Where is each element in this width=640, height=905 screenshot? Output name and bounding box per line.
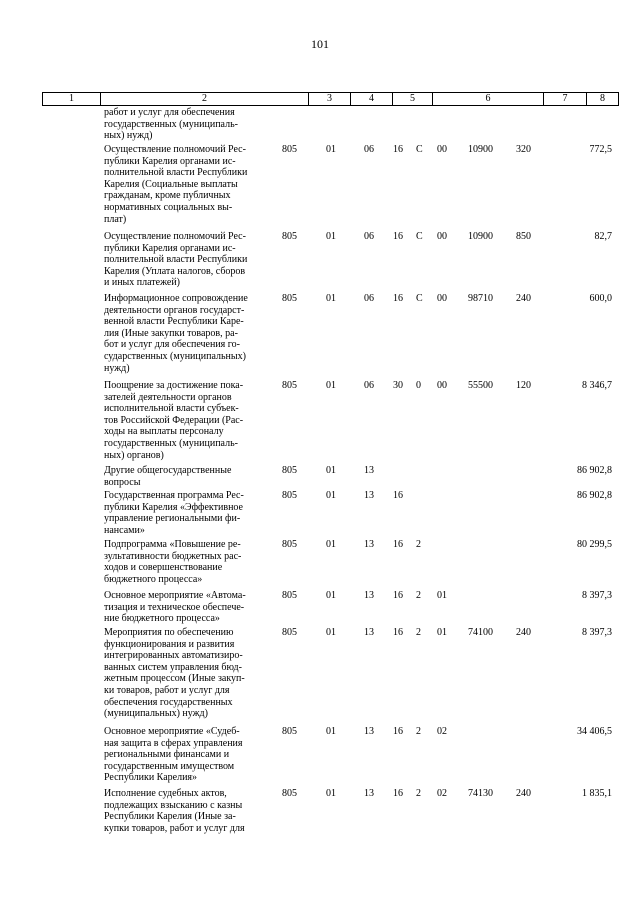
header-col-4: 4 [351,93,393,105]
row-col-3: 805 [282,726,297,737]
row-col-5: 13 [364,490,374,501]
row-col-6-event: 01 [437,590,447,601]
row-amount: 600,0 [589,293,612,304]
row-col-6-program: 16 [393,144,403,155]
row-col-6-program: 16 [393,293,403,304]
row-description: Мероприятия по обеспечению функционирования и развития интегрированных автоматизиро- ванных систем управления бюд- жетным процессом (Иные закуп- ки товаров, работ и услуг для обеспечения государственных (муниципальных) нужд) [104,627,245,720]
row-col-6-event: 00 [437,231,447,242]
row-col-6-event: 01 [437,627,447,638]
row-col-4: 01 [326,144,336,155]
row-col-3: 805 [282,490,297,501]
row-col-5: 06 [364,380,374,391]
row-col-5: 13 [364,539,374,550]
row-description: работ и услуг для обеспечения государственных (муниципаль- ных) нужд) [104,107,238,142]
row-col-6-subprogram: С [416,293,423,304]
header-col-5: 5 [393,93,433,105]
row-col-5: 06 [364,293,374,304]
row-col-6-program: 16 [393,539,403,550]
row-col-4: 01 [326,627,336,638]
row-col-5: 06 [364,231,374,242]
row-amount: 86 902,8 [577,465,612,476]
row-col-3: 805 [282,590,297,601]
row-amount: 1 835,1 [582,788,612,799]
row-col-5: 13 [364,726,374,737]
row-col-3: 805 [282,788,297,799]
row-amount: 772,5 [589,144,612,155]
row-description: Другие общегосударственные вопросы [104,465,232,488]
header-col-1: 1 [43,93,101,105]
row-col-7: 240 [516,627,531,638]
row-col-6-direction: 98710 [468,293,493,304]
row-col-4: 01 [326,293,336,304]
header-col-2: 2 [101,93,309,105]
row-col-6-program: 16 [393,490,403,501]
row-col-6-subprogram: 0 [416,380,421,391]
row-col-6-subprogram: 2 [416,590,421,601]
row-col-5: 13 [364,465,374,476]
row-amount: 80 299,5 [577,539,612,550]
header-col-8: 8 [600,93,605,104]
row-col-4: 01 [326,465,336,476]
row-amount: 34 406,5 [577,726,612,737]
row-col-6-program: 16 [393,627,403,638]
row-col-4: 01 [326,380,336,391]
row-col-5: 13 [364,627,374,638]
row-col-6-event: 00 [437,293,447,304]
row-col-4: 01 [326,490,336,501]
row-description: Информационное сопровождение деятельности органов государст- венной власти Республики Каре- лия (Иные закупки товаров, ра- бот и услуг для обеспечения го- сударственных (муниципальных) нужд) [104,293,248,374]
row-col-6-direction: 74130 [468,788,493,799]
row-col-5: 13 [364,788,374,799]
row-amount: 86 902,8 [577,490,612,501]
row-col-6-program: 16 [393,726,403,737]
row-amount: 8 397,3 [582,627,612,638]
row-col-6-event: 02 [437,788,447,799]
row-description: Государственная программа Рес- публики Карелия «Эффективное управление региональными фи- нансами» [104,490,244,536]
row-col-5: 13 [364,590,374,601]
row-description: Подпрограмма «Повышение ре- зультативности бюджетных рас- ходов и совершенствование бюджетного процесса» [104,539,242,585]
row-col-6-direction: 10900 [468,231,493,242]
row-col-7: 850 [516,231,531,242]
header-col-3: 3 [309,93,351,105]
row-description: Осуществление полномочий Рес- публики Карелия органами ис- полнительной власти Республики Карелия (Уплата налогов, сборов и иных платежей) [104,231,248,289]
row-col-6-program: 16 [393,231,403,242]
row-description: Осуществление полномочий Рес- публики Карелия органами ис- полнительной власти Республики Карелия (Социальные выплаты гражданам, кроме публичных нормативных социальных вы- плат) [104,144,248,225]
row-col-3: 805 [282,465,297,476]
row-col-3: 805 [282,231,297,242]
row-col-6-direction: 10900 [468,144,493,155]
row-col-5: 06 [364,144,374,155]
row-col-6-program: 16 [393,788,403,799]
row-description: Основное мероприятие «Судеб- ная защита в сферах управления региональными финансами и государственным имуществом Республики Карелия» [104,726,243,784]
row-col-4: 01 [326,539,336,550]
row-amount: 8 397,3 [582,590,612,601]
row-description: Исполнение судебных актов, подлежащих взысканию с казны Республики Карелия (Иные за- купки товаров, работ и услуг для [104,788,245,834]
row-col-6-event: 00 [437,380,447,391]
row-col-4: 01 [326,231,336,242]
row-col-6-subprogram: С [416,144,423,155]
row-col-6-direction: 74100 [468,627,493,638]
row-col-6-event: 00 [437,144,447,155]
row-col-6-subprogram: 2 [416,788,421,799]
row-col-6-subprogram: 2 [416,539,421,550]
row-col-4: 01 [326,788,336,799]
table-header [42,92,619,106]
row-description: Основное мероприятие «Автома- тизация и техническое обеспече- ние бюджетного процесса» [104,590,246,625]
row-col-3: 805 [282,627,297,638]
row-col-6-program: 16 [393,590,403,601]
row-col-7: 240 [516,788,531,799]
row-col-6-subprogram: 2 [416,627,421,638]
row-col-3: 805 [282,144,297,155]
header-col-7: 7 [544,93,587,105]
row-col-7: 120 [516,380,531,391]
row-col-3: 805 [282,539,297,550]
row-description: Поощрение за достижение пока- зателей деятельности органов исполнительной власти субъек- тов Российской Федерации (Рас- ходы на выплаты персоналу государственных (муниципаль- ных) органов) [104,380,244,461]
row-amount: 8 346,7 [582,380,612,391]
row-col-6-subprogram: 2 [416,726,421,737]
row-col-7: 320 [516,144,531,155]
row-col-3: 805 [282,293,297,304]
row-amount: 82,7 [594,231,612,242]
row-col-4: 01 [326,726,336,737]
page-number: 101 [311,37,329,51]
row-col-3: 805 [282,380,297,391]
row-col-6-program: 30 [393,380,403,391]
row-col-6-event: 02 [437,726,447,737]
row-col-6-subprogram: С [416,231,423,242]
row-col-4: 01 [326,590,336,601]
header-col-6: 6 [433,93,544,105]
row-col-6-direction: 55500 [468,380,493,391]
row-col-7: 240 [516,293,531,304]
